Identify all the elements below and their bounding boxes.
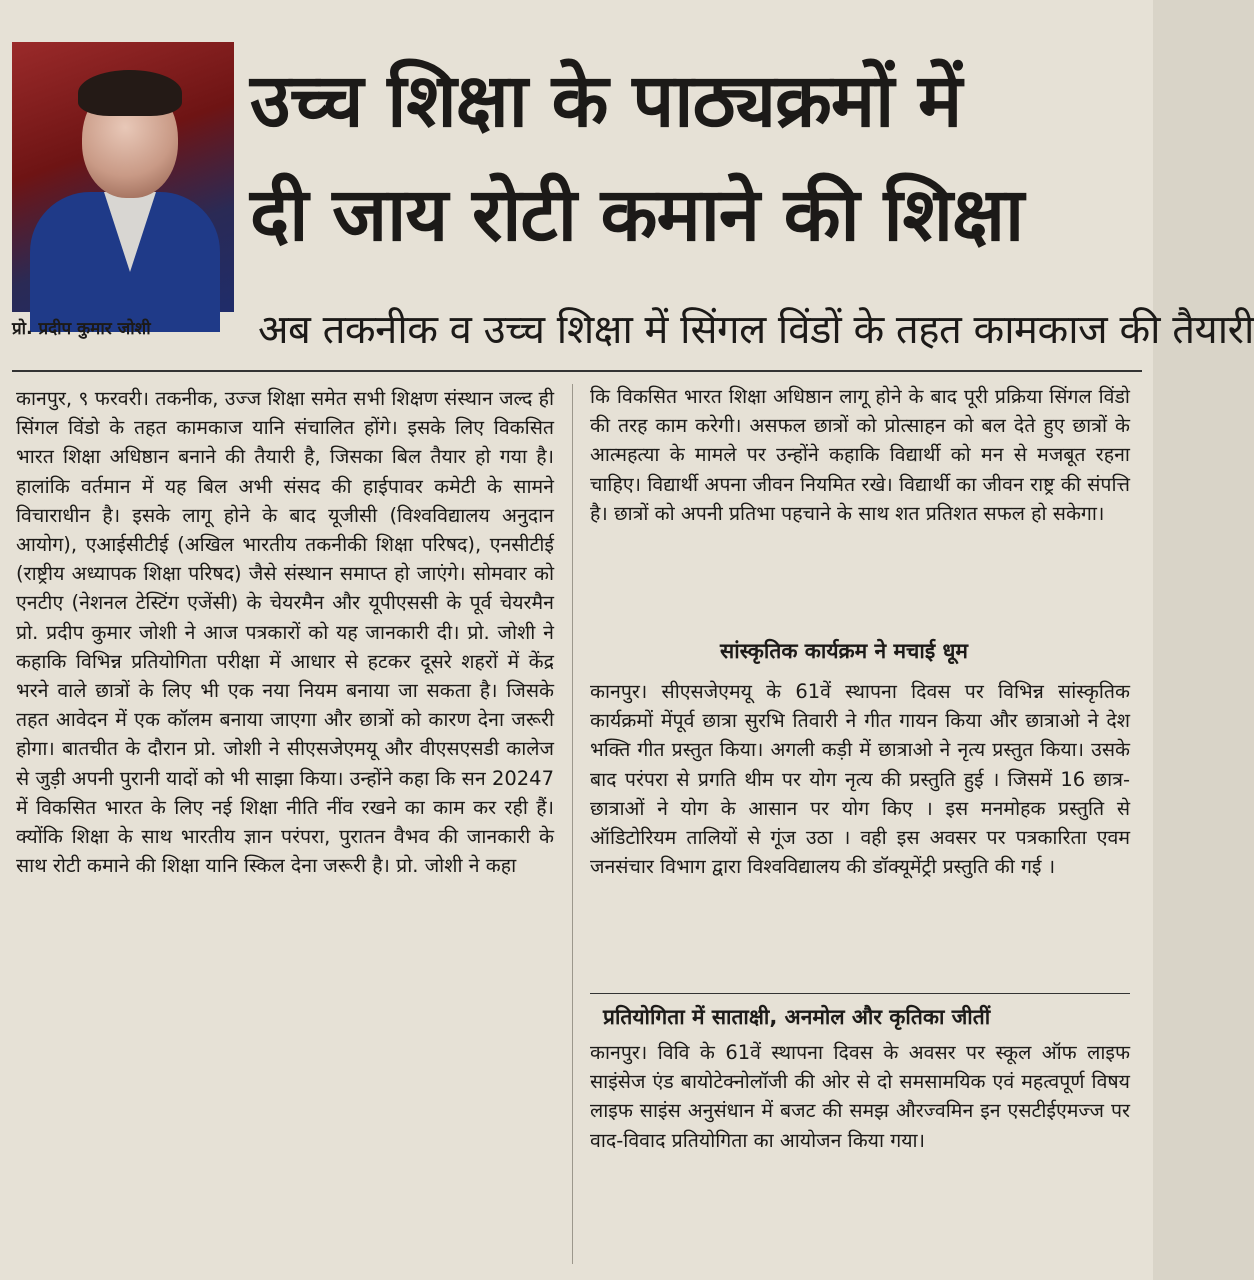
section3-body xyxy=(590,1038,1130,1260)
article-left-text: कानपुर, ९ फरवरी। तकनीक, उज्ज शिक्षा समेत सभी शिक्षण संस्थान जल्द ही सिंगल विंडो के तहत कामकाज यानि संचालित होंगे। इसके लिए विकसित भारत शिक्षा अधिष्ठान बनाने की तैयारी है, जिसका बिल तैयार हो गया है। हालांकि वर्तमान में यह बिल अभी संसद की हाईपावर कमेटी के सामने विचाराधीन है। इसके लागू होने के बाद यूजीसी (विश्वविद्यालय अनुदान आयोग), एआईसीटीई (अखिल भारतीय तकनीकी शिक्षा परिषद), एनसीटीई (राष्ट्रीय अध्यापक शिक्षा परिषद) जैसे संस्थान समाप्त हो जाएंगे। सोमवार को एनटीए (नेशनल टेस्टिंग एजेंसी) के चेयरमैन और यूपीएससी के पूर्व चेयरमैन प्रो. प्रदीप कुमार जोशी ने आज पत्रकारों को यह जानकारी दी। प्रो. जोशी ने कहाकि विभिन्न प्रतियोगिता परीक्षा में आधार से हटकर दूसरे शहरों में केंद्र भरने वाले छात्रों के लिए भी एक नया नियम बनाया जा सकता है। जिसके तहत आवेदन में एक कॉलम बनाया जाएगा और छात्रों को कारण देना जरूरी होगा। बातचीत के दौरान प्रो. जोशी ने सीएसजेएमयू और वीएसएसडी कालेज से जुड़ी अपनी पुरानी यादों को भी साझा किया। उन्होंने कहा कि सन 20247 में विकसित भारत के लिए नई शिक्षा नीति नींव रखने का काम कर रही हैं। क्योंकि शिक्षा के साथ भारतीय ज्ञान परंपरा, पुरातन वैभव की जानकारी के साथ रोटी कमाने की शिक्षा यानि स्किल देना जरूरी है। प्रो. जोशी ने कहा xyxy=(16,387,554,878)
article-left-column xyxy=(16,384,554,1272)
article-right-column xyxy=(590,382,1130,632)
section2-title: सांस्कृतिक कार्यक्रम ने मचाई धूम xyxy=(720,639,968,663)
subheadline: अब तकनीक व उच्च शिक्षा में सिंगल विंडों के तहत कामकाज की तैयारी xyxy=(258,307,1254,353)
headline-line-2: दी जाय रोटी कमाने की शिक्षा xyxy=(250,172,1024,258)
header-rule xyxy=(12,370,1142,372)
section3-text: कानपुर। विवि के 61वें स्थापना दिवस के अवसर पर स्कूल ऑफ लाइफ साइंसेज एंड बायोटेक्नोलॉजी की ओर से दो समसामयिक एवं महत्वपूर्ण विषय लाइफ साइंस अनुसंधान में बजट की समझ औरज्वमिन इन एसटीईएमज्ज पर वाद-विवाद प्रतियोगिता का आयोजन किया गया। xyxy=(590,1041,1130,1152)
column-divider xyxy=(572,384,573,1264)
portrait-photo xyxy=(12,42,234,312)
headline-line-1: उच्च शिक्षा के पाठ्यक्रमों में xyxy=(250,58,962,144)
portrait-hair xyxy=(78,70,182,116)
section2-body xyxy=(590,677,1130,977)
section2-text: कानपुर। सीएसजेएमयू के 61वें स्थापना दिवस पर विभिन्न सांस्कृतिक कार्यक्रमों मेंपूर्व छात्रा सुरभि तिवारी ने गीत गायन किया और छात्राओ ने देश भक्ति गीत प्रस्तुत किया। अगली कड़ी में छात्राओ ने नृत्य प्रस्तुत किया। उसके बाद परंपरा से प्रगति थीम पर योग नृत्य की प्रस्तुति हुई । जिसमें 16 छात्र-छात्राओं ने योग के आसान पर योग किए । इस मनमोहक प्रस्तुति से ऑडिटोरियम तालियों से गूंज उठा । वही इस अवसर पर पत्रकारिता एवम जनसंचार विभाग द्वारा विश्वविद्यालय की डॉक्यूमेंट्री प्रस्तुति की गई । xyxy=(590,680,1130,879)
section3-title: प्रतियोगिता में साताक्षी, अनमोल और कृतिका जीतीं xyxy=(603,1005,991,1029)
photo-caption: प्रो. प्रदीप कुमार जोशी xyxy=(12,319,151,339)
article-right-text: कि विकसित भारत शिक्षा अधिष्ठान लागू होने के बाद पूरी प्रक्रिया सिंगल विंडो की तरह काम करेगी। असफल छात्रों को प्रोत्साहन को बल देते हुए छात्रों के आत्महत्या के मामले पर उन्होंने कहाकि विद्यार्थी को मन से मजबूत रहना चाहिए। विद्यार्थी अपना जीवन नियमित रखे। विद्यार्थी का जीवन राष्ट्र की संपत्ति है। छात्रों को अपनी प्रतिभा पहचाने के साथ शत प्रतिशत सफल हो सकेगा। xyxy=(590,385,1130,525)
section3-rule xyxy=(590,993,1130,994)
